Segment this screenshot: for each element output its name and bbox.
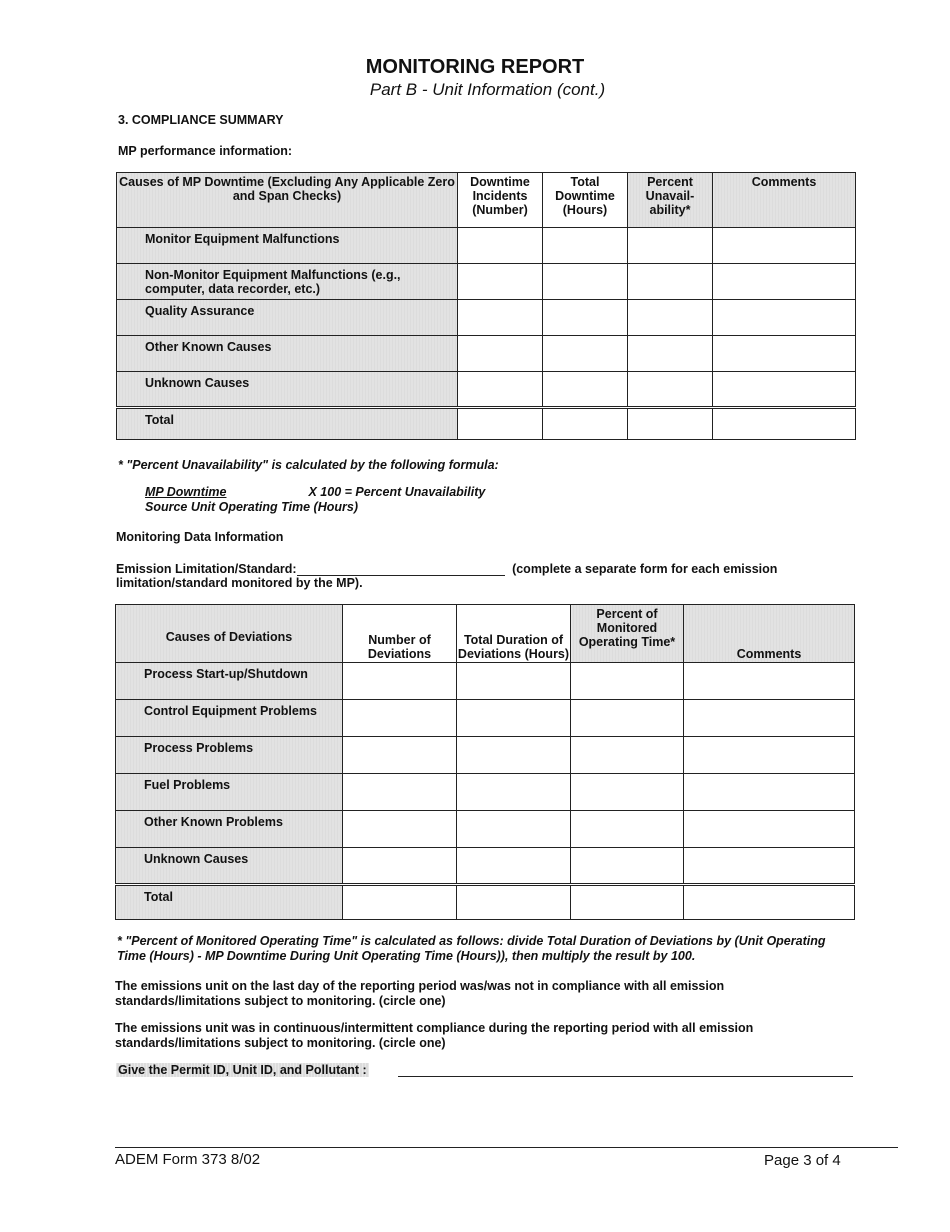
total-row (116, 885, 855, 920)
table-row (117, 228, 856, 264)
total-label: Total (116, 885, 343, 920)
input-cell[interactable] (571, 774, 684, 811)
input-cell[interactable] (458, 264, 543, 300)
emission-note-2: limitation/standard monitored by the MP). (116, 576, 363, 590)
total-row (117, 408, 856, 440)
input-cell[interactable] (571, 848, 684, 885)
input-cell[interactable] (713, 264, 856, 300)
input-cell[interactable] (684, 885, 855, 920)
input-cell[interactable] (457, 700, 571, 737)
form-id: ADEM Form 373 8/02 (115, 1151, 261, 1168)
table-row (116, 774, 855, 811)
input-cell[interactable] (684, 737, 855, 774)
page-subtitle: Part B - Unit Information (cont.) (369, 80, 606, 99)
input-cell[interactable] (343, 774, 457, 811)
input-cell[interactable] (343, 848, 457, 885)
header-percent-monitored: Percent of Monitored Operating Time* (571, 605, 684, 663)
row-label: Other Known Causes (117, 336, 458, 372)
input-cell[interactable] (713, 372, 856, 408)
formula-block (145, 485, 485, 515)
row-label: Unknown Causes (116, 848, 343, 885)
input-cell[interactable] (684, 774, 855, 811)
deviation-note: * "Percent of Monitored Operating Time" is calculated as follows: divide Total Duration of Deviations by (Unit Operating Time (Hours) - MP Downtime During Unit Operating Time (Hours)), then multiply the result by 100. (117, 934, 826, 963)
input-cell[interactable] (571, 737, 684, 774)
input-cell[interactable] (628, 300, 713, 336)
row-label: Process Problems (116, 737, 343, 774)
input-cell[interactable] (543, 408, 628, 440)
input-cell[interactable] (628, 264, 713, 300)
emission-label: Emission Limitation/Standard: (116, 562, 297, 576)
input-cell[interactable] (684, 848, 855, 885)
input-cell[interactable] (628, 228, 713, 264)
input-cell[interactable] (457, 663, 571, 700)
input-cell[interactable] (343, 700, 457, 737)
input-cell[interactable] (543, 264, 628, 300)
input-cell[interactable] (571, 885, 684, 920)
row-label: Fuel Problems (116, 774, 343, 811)
input-cell[interactable] (457, 885, 571, 920)
header-causes-downtime: Causes of MP Downtime (Excluding Any Applicable Zero and Span Checks) (117, 173, 458, 228)
formula-note: * "Percent Unavailability" is calculated by the following formula: (118, 458, 499, 472)
formula-numerator: MP Downtime (145, 485, 227, 499)
input-cell[interactable] (684, 811, 855, 848)
permit-blank[interactable] (398, 1062, 853, 1077)
header-causes-deviations: Causes of Deviations (116, 605, 343, 663)
mp-downtime-table (116, 172, 856, 440)
table-row (117, 336, 856, 372)
input-cell[interactable] (458, 228, 543, 264)
header-comments: Comments (684, 605, 855, 663)
header-downtime-incidents: Downtime Incidents (Number) (458, 173, 543, 228)
table-row (116, 848, 855, 885)
footer-divider (115, 1147, 898, 1148)
compliance-statement-2: The emissions unit was in continuous/intermittent compliance during the reporting period with all emission standards/limitations subject to monitoring. (circle one) (115, 1021, 754, 1050)
input-cell[interactable] (571, 663, 684, 700)
input-cell[interactable] (343, 885, 457, 920)
row-label: Unknown Causes (117, 372, 458, 408)
total-label: Total (117, 408, 458, 440)
input-cell[interactable] (713, 336, 856, 372)
emission-line (116, 562, 777, 576)
input-cell[interactable] (628, 408, 713, 440)
input-cell[interactable] (713, 228, 856, 264)
input-cell[interactable] (458, 408, 543, 440)
table-row (117, 264, 856, 300)
table-row (116, 811, 855, 848)
input-cell[interactable] (628, 336, 713, 372)
input-cell[interactable] (713, 300, 856, 336)
row-label: Quality Assurance (117, 300, 458, 336)
header-number-deviations: Number of Deviations (343, 605, 457, 663)
input-cell[interactable] (458, 336, 543, 372)
row-label: Monitor Equipment Malfunctions (117, 228, 458, 264)
formula-denominator: Source Unit Operating Time (Hours) (145, 500, 358, 514)
input-cell[interactable] (543, 336, 628, 372)
input-cell[interactable] (457, 811, 571, 848)
emission-blank[interactable] (297, 562, 505, 576)
section-heading: 3. COMPLIANCE SUMMARY (118, 113, 284, 127)
row-label: Process Start-up/Shutdown (116, 663, 343, 700)
input-cell[interactable] (343, 811, 457, 848)
input-cell[interactable] (571, 811, 684, 848)
input-cell[interactable] (457, 737, 571, 774)
input-cell[interactable] (458, 300, 543, 336)
input-cell[interactable] (343, 737, 457, 774)
emission-note: (complete a separate form for each emission (512, 562, 778, 576)
header-percent-unavailability: Percent Unavail-ability* (628, 173, 713, 228)
header-total-duration: Total Duration of Deviations (Hours) (457, 605, 571, 663)
compliance-statement-1: The emissions unit on the last day of the reporting period was/was not in compliance with all emission standards/limitations subject to monitoring. (circle one) (115, 979, 725, 1008)
table-row (117, 300, 856, 336)
permit-line (116, 1062, 853, 1077)
table-row (116, 737, 855, 774)
input-cell[interactable] (628, 372, 713, 408)
row-label: Control Equipment Problems (116, 700, 343, 737)
table-row (116, 663, 855, 700)
permit-label: Give the Permit ID, Unit ID, and Pollutant : (118, 1063, 367, 1077)
input-cell[interactable] (713, 408, 856, 440)
input-cell[interactable] (543, 228, 628, 264)
input-cell[interactable] (543, 372, 628, 408)
formula-equation: X 100 = Percent Unavailability (308, 485, 486, 499)
row-label: Other Known Problems (116, 811, 343, 848)
input-cell[interactable] (684, 663, 855, 700)
table-row (117, 372, 856, 408)
input-cell[interactable] (571, 700, 684, 737)
row-label: Non-Monitor Equipment Malfunctions (e.g., computer, data recorder, etc.) (117, 264, 458, 300)
header-comments: Comments (713, 173, 856, 228)
table-row (116, 700, 855, 737)
input-cell[interactable] (458, 372, 543, 408)
page-number: Page 3 of 4 (764, 1152, 841, 1169)
input-cell[interactable] (543, 300, 628, 336)
input-cell[interactable] (457, 774, 571, 811)
input-cell[interactable] (457, 848, 571, 885)
page-title: MONITORING REPORT (365, 56, 585, 78)
mp-performance-label: MP performance information: (118, 144, 293, 158)
input-cell[interactable] (684, 700, 855, 737)
deviations-table (115, 604, 855, 920)
header-total-downtime: Total Downtime (Hours) (543, 173, 628, 228)
input-cell[interactable] (343, 663, 457, 700)
monitoring-data-heading: Monitoring Data Information (116, 530, 284, 544)
